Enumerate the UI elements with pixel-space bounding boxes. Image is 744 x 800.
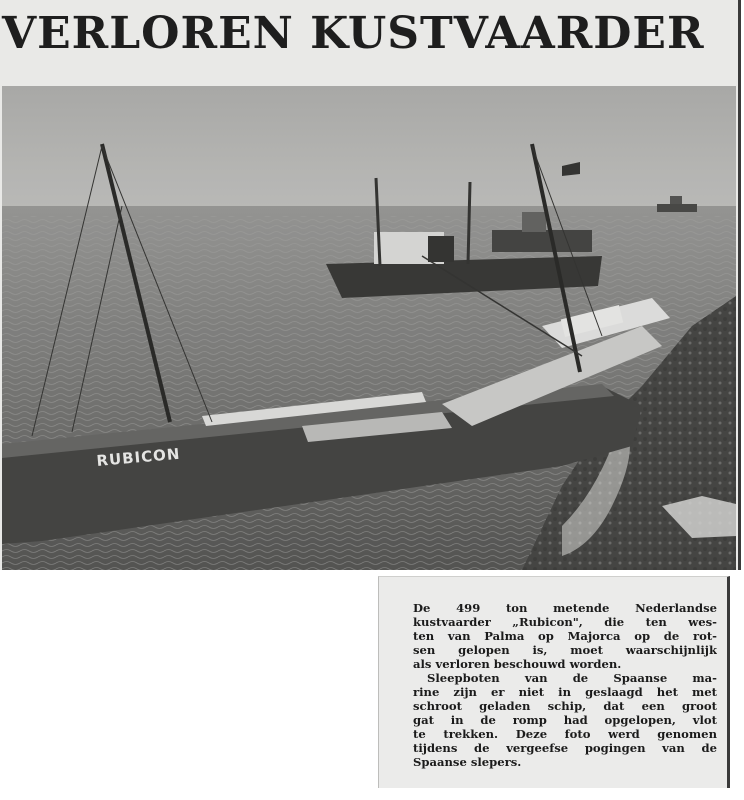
caption-line: als verloren beschouwd worden. — [413, 657, 622, 671]
shipwreck-photo-drawing — [2, 86, 736, 570]
shipwreck-photo — [2, 86, 736, 570]
caption-paragraph-2 — [413, 671, 717, 769]
caption-line: ten van Palma op Majorca op de rot- — [413, 629, 717, 643]
caption-line: gat in de romp had opgelopen, vlot — [413, 713, 717, 727]
caption-line: sen gelopen is, moet waarschijnlijk — [413, 643, 717, 657]
photo-caption — [378, 576, 730, 788]
caption-line: schroot geladen schip, dat een groot — [413, 699, 717, 713]
print-grain — [2, 86, 736, 570]
caption-line: kustvaarder „Rubicon", die ten wes- — [413, 615, 717, 629]
caption-line: Sleepboten van de Spaanse ma- — [427, 671, 717, 685]
caption-line: rine zijn er niet in geslaagd het met — [413, 685, 717, 699]
caption-line: Spaanse slepers. — [413, 755, 522, 769]
caption-line: tijdens de vergeefse pogingen van de — [413, 741, 717, 755]
caption-line: te trekken. Deze foto werd genomen — [413, 727, 717, 741]
caption-line: De 499 ton metende Nederlandse — [413, 601, 717, 615]
hull-name-lettering: RUBICON — [95, 444, 182, 470]
headline: VERLOREN KUSTVAARDER — [2, 8, 705, 59]
caption-paragraph-1 — [413, 601, 717, 671]
